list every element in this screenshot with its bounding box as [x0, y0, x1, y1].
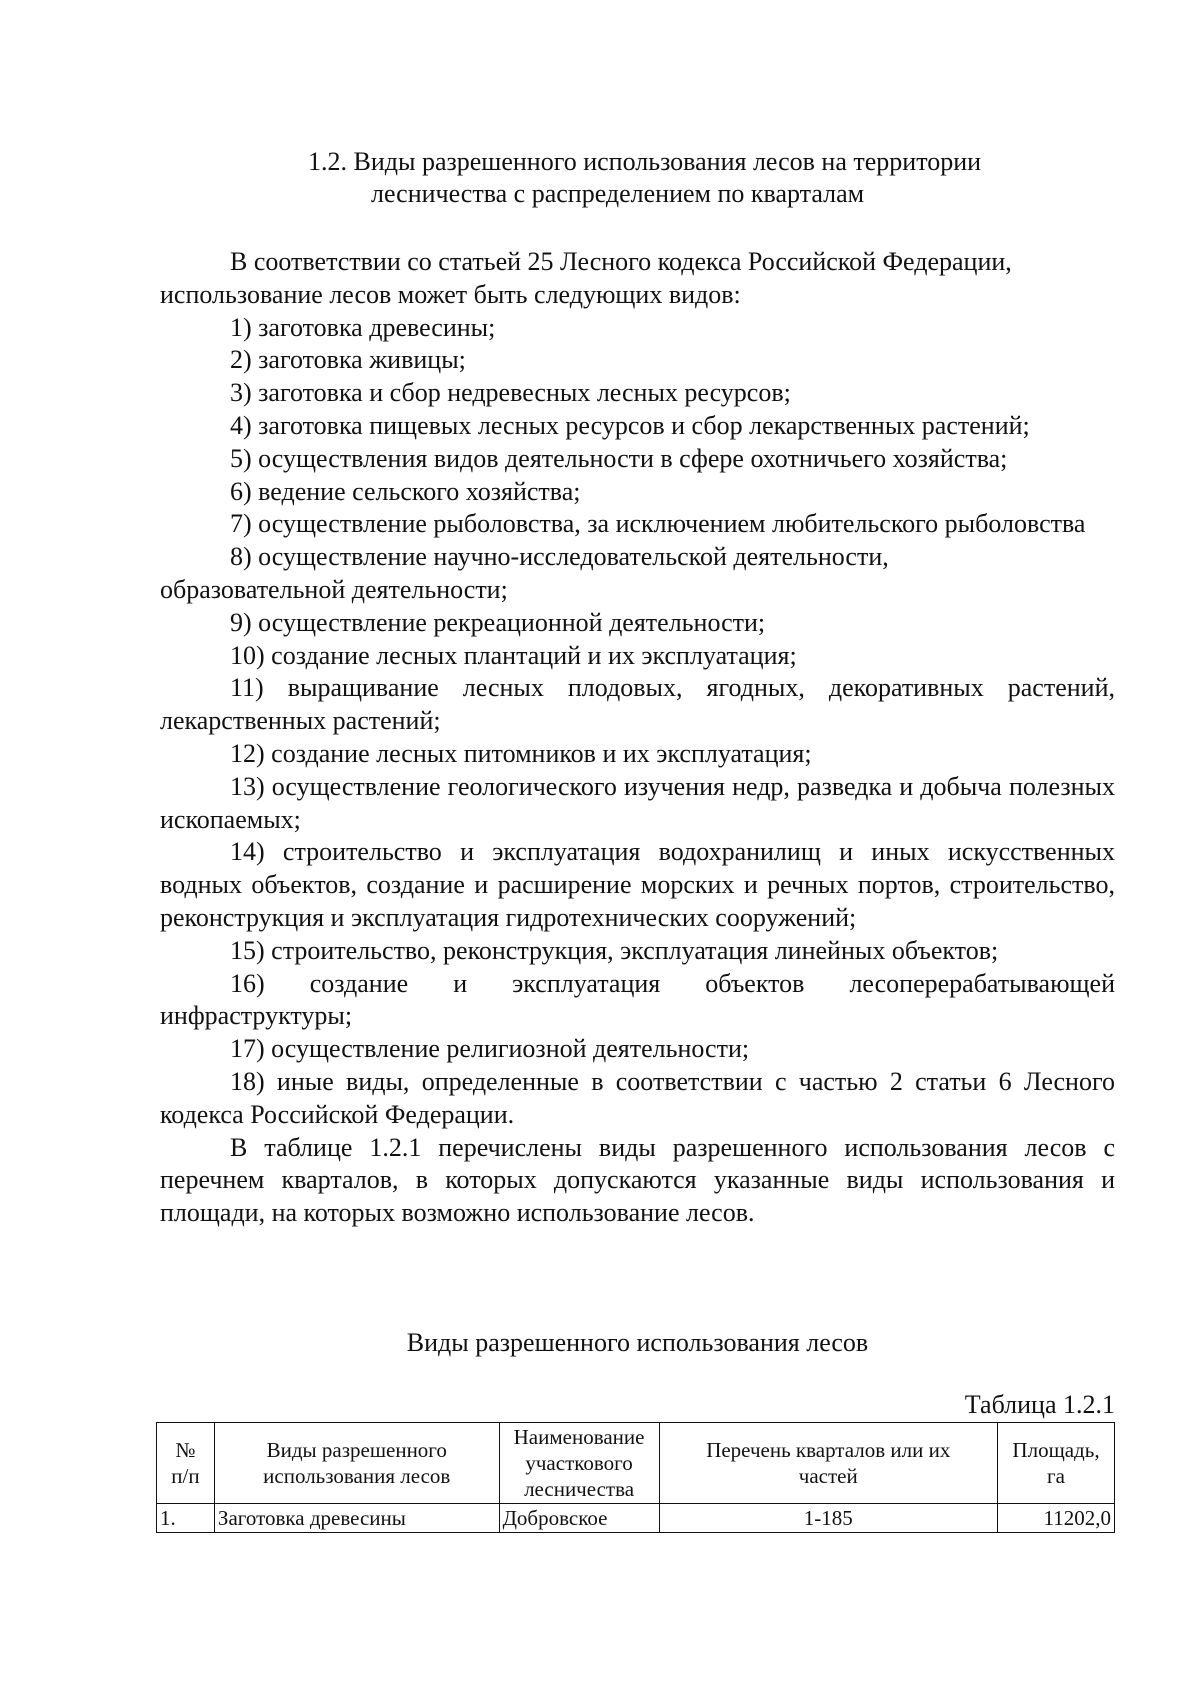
header-quarters	[659, 1423, 997, 1504]
intro-line-2: использование лесов может быть следующих видов:	[160, 279, 741, 309]
intro-line-1: В соответствии со статьей 25 Лесного кодекса Российской Федерации,	[230, 247, 1012, 276]
list-item-3: 3) заготовка и сбор недревесных лесных ресурсов;	[230, 378, 791, 408]
header-area-line-2: га	[1047, 1464, 1065, 1488]
table-header-row	[157, 1423, 1115, 1504]
list-item-8: 8) осуществление научно-исследовательской деятельности,	[230, 542, 889, 572]
list-item-8-continued: образовательной деятельности;	[160, 574, 508, 604]
header-use-type-line-2: использования лесов	[263, 1464, 451, 1488]
cell-area: 11202,0	[998, 1504, 1115, 1533]
table-caption: Таблица 1.2.1	[964, 1390, 1115, 1419]
section-heading-line-1: 1.2. Виды разрешенного использования лесов на территории	[308, 147, 982, 176]
section-heading	[160, 146, 1115, 210]
header-area	[998, 1423, 1115, 1504]
header-forestry	[499, 1423, 659, 1504]
table-title: Виды разрешенного использования лесов	[406, 1328, 869, 1357]
list-item-14: 14) строительство и эксплуатация водохранилищ и иных искусственных водных объектов, создание и расширение морских и речных портов, строительство, реконструкция и эксплуатация гидротехнических сооружений;	[160, 837, 1115, 932]
header-use-type-line-1: Виды разрешенного	[266, 1438, 447, 1462]
list-item-1: 1) заготовка древесины;	[230, 312, 496, 342]
header-use-type	[214, 1423, 499, 1504]
table-row	[157, 1504, 1115, 1533]
cell-quarters: 1-185	[659, 1504, 997, 1533]
header-forestry-line-3: лесничества	[524, 1477, 635, 1501]
cell-forestry: Добровское	[499, 1504, 659, 1533]
list-item-11: 11) выращивание лесных плодовых, ягодных, декоративных растений, лекарственных растений;	[160, 673, 1115, 736]
section-heading-line-2: лесничества с распределением по кварталам	[371, 179, 865, 208]
list-item-2: 2) заготовка живицы;	[230, 345, 466, 375]
header-num	[157, 1423, 215, 1504]
list-item-7: 7) осуществление рыболовства, за исключением любительского рыболовства	[230, 509, 1086, 539]
body-text	[160, 246, 1115, 1230]
list-item-16: 16) создание и эксплуатация объектов лесоперерабатывающей инфраструктуры;	[160, 968, 1115, 1031]
list-item-18: 18) иные виды, определенные в соответствии с частью 2 статьи 6 Лесного кодекса Российской Федерации.	[160, 1066, 1115, 1129]
list-item-5: 5) осуществления видов деятельности в сфере охотничьего хозяйства;	[230, 443, 1008, 473]
list-item-10: 10) создание лесных плантаций и их эксплуатация;	[230, 640, 797, 670]
closing-paragraph: В таблице 1.2.1 перечислены виды разрешенного использования лесов с перечнем кварталов, в которых допускаются указанные виды использования и площади, на которых возможно использование лесов.	[160, 1132, 1115, 1228]
header-quarters-line-1: Перечень кварталов или их	[706, 1438, 951, 1462]
list-item-13: 13) осуществление геологического изучения недр, разведка и добыча полезных ископаемых;	[160, 771, 1115, 834]
list-item-4: 4) заготовка пищевых лесных ресурсов и сбор лекарственных растений;	[230, 410, 1030, 440]
list-item-17: 17) осуществление религиозной деятельности;	[230, 1034, 750, 1064]
header-area-line-1: Площадь,	[1012, 1438, 1100, 1462]
forest-use-table	[156, 1422, 1115, 1533]
header-forestry-line-2: участкового	[525, 1451, 633, 1475]
header-forestry-line-1: Наименование	[513, 1425, 645, 1449]
list-item-12: 12) создание лесных питомников и их эксплуатация;	[230, 738, 812, 768]
header-num-line-1: №	[175, 1438, 196, 1462]
cell-num: 1.	[157, 1504, 215, 1533]
list-item-6: 6) ведение сельского хозяйства;	[230, 476, 581, 506]
cell-use-type: Заготовка древесины	[214, 1504, 499, 1533]
list-item-9: 9) осуществление рекреационной деятельности;	[230, 607, 766, 637]
list-item-15: 15) строительство, реконструкция, эксплуатация линейных объектов;	[230, 935, 999, 965]
header-quarters-line-2: частей	[798, 1464, 858, 1488]
header-num-line-2: п/п	[171, 1464, 200, 1488]
